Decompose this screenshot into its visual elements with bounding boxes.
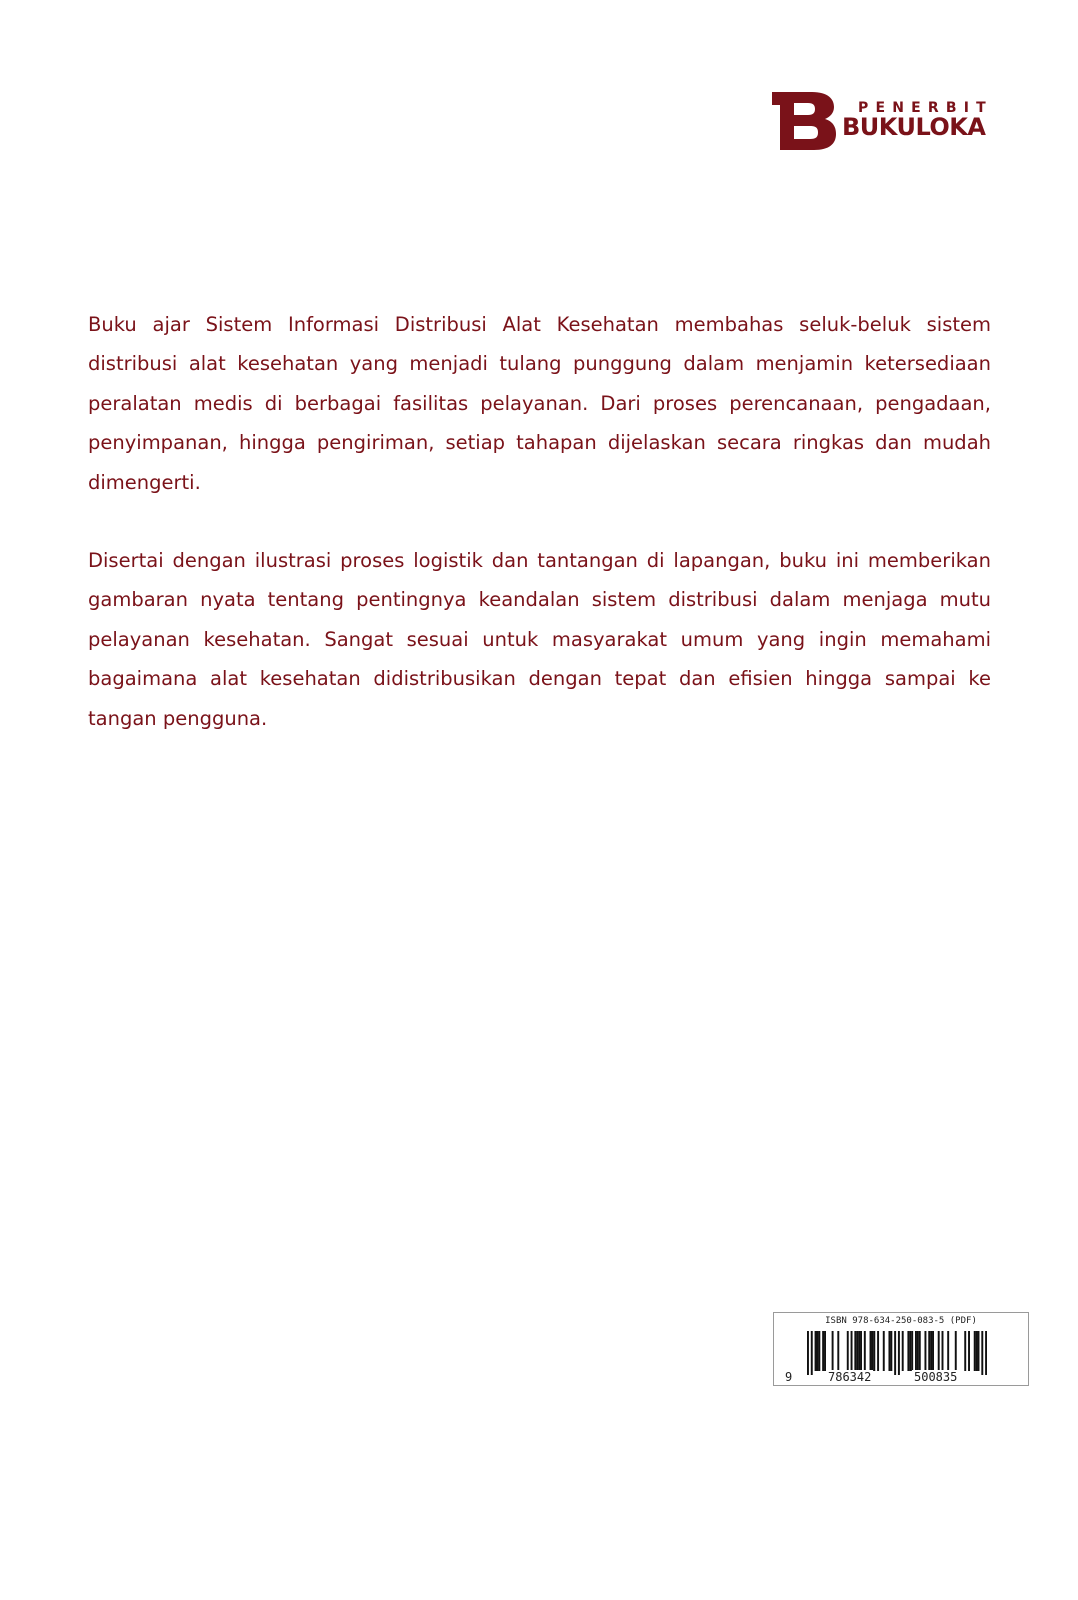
barcode-bar bbox=[890, 1331, 892, 1371]
barcode-bar bbox=[911, 1331, 913, 1371]
barcode-bar bbox=[909, 1331, 911, 1371]
barcode-bar bbox=[978, 1331, 980, 1371]
barcode-bar bbox=[907, 1331, 909, 1371]
barcode-bar bbox=[851, 1331, 853, 1371]
barcode-bar bbox=[938, 1331, 940, 1371]
bukuloka-b-logo-icon bbox=[772, 92, 836, 150]
barcode-bar bbox=[955, 1331, 957, 1371]
description-paragraph-2: Disertai dengan ilustrasi proses logistik dan tantangan di lapangan, buku ini memberikan gambaran nyata tentang pentingnya keandalan sistem distribusi dalam menjaga mutu pelayanan kesehatan. Sangat sesuai untuk masyarakat umum yang ingin memahami bagaimana alat kesehatan didistribusikan dengan tepat dan efisien hingga sampai ke tangan pengguna. bbox=[88, 549, 991, 730]
barcode-bar bbox=[981, 1331, 983, 1375]
barcode-left-digits: 786342 bbox=[828, 1370, 872, 1384]
barcode-bar bbox=[917, 1331, 919, 1371]
barcode-bar bbox=[902, 1331, 904, 1371]
barcode-bar bbox=[974, 1331, 976, 1371]
barcode-bar bbox=[894, 1331, 896, 1375]
barcode-bar bbox=[930, 1331, 932, 1371]
barcode-bar bbox=[985, 1331, 987, 1375]
isbn-barcode-box bbox=[773, 1312, 1029, 1386]
barcode-right-digits: 500835 bbox=[914, 1370, 958, 1384]
barcode-bar bbox=[976, 1331, 978, 1371]
barcode-bar bbox=[942, 1331, 944, 1371]
barcode-bar bbox=[815, 1331, 817, 1371]
isbn-label: ISBN 978-634-250-083-5 (PDF) bbox=[825, 1316, 977, 1326]
barcode-bar bbox=[964, 1331, 966, 1371]
barcode-bar bbox=[864, 1331, 866, 1371]
barcode-bar bbox=[928, 1331, 930, 1371]
barcode-bar bbox=[811, 1331, 813, 1375]
description-paragraph-1: Buku ajar Sistem Informasi Distribusi Alat Kesehatan membahas seluk-beluk sistem distribusi alat kesehatan yang menjadi tulang punggung dalam menjamin ketersediaan peralatan medis di berbagai fasilitas pelayanan. Dari proses perencanaan, pengadaan, penyimpanan, hingga pengiriman, setiap tahapan dijelaskan secara ringkas dan mudah dimengerti. bbox=[88, 313, 991, 494]
barcode-bar bbox=[883, 1331, 885, 1371]
publisher-name: BUKULOKA bbox=[842, 113, 986, 141]
barcode-first-digit: 9 bbox=[785, 1370, 793, 1384]
barcode-bar bbox=[860, 1331, 862, 1371]
barcode-bar bbox=[924, 1331, 926, 1371]
barcode-bar bbox=[932, 1331, 934, 1371]
barcode-bar bbox=[818, 1331, 820, 1371]
barcode-bar bbox=[822, 1331, 824, 1371]
barcode-bar bbox=[858, 1331, 860, 1371]
barcode-bar bbox=[871, 1331, 873, 1371]
barcode-bar bbox=[873, 1331, 875, 1371]
barcode-bar bbox=[854, 1331, 856, 1371]
barcode-bar bbox=[877, 1331, 879, 1371]
barcode-bar bbox=[898, 1331, 900, 1375]
barcode-bar bbox=[837, 1331, 839, 1371]
barcode-bar bbox=[856, 1331, 858, 1371]
barcode-bar bbox=[947, 1331, 949, 1371]
barcode-bar bbox=[824, 1331, 826, 1371]
barcode-bar bbox=[919, 1331, 921, 1371]
barcode-bar bbox=[915, 1331, 917, 1371]
barcode-bar bbox=[968, 1331, 970, 1371]
barcode-icon bbox=[807, 1331, 987, 1375]
barcode-bar bbox=[832, 1331, 834, 1371]
barcode-bar bbox=[847, 1331, 849, 1371]
barcode-bar bbox=[870, 1331, 872, 1371]
barcode-bar bbox=[816, 1331, 818, 1371]
book-description bbox=[88, 305, 991, 738]
barcode-bar bbox=[888, 1331, 890, 1371]
publisher-logo bbox=[772, 92, 992, 150]
publisher-tagline: PENERBIT bbox=[858, 100, 993, 116]
barcode-bar bbox=[807, 1331, 809, 1375]
